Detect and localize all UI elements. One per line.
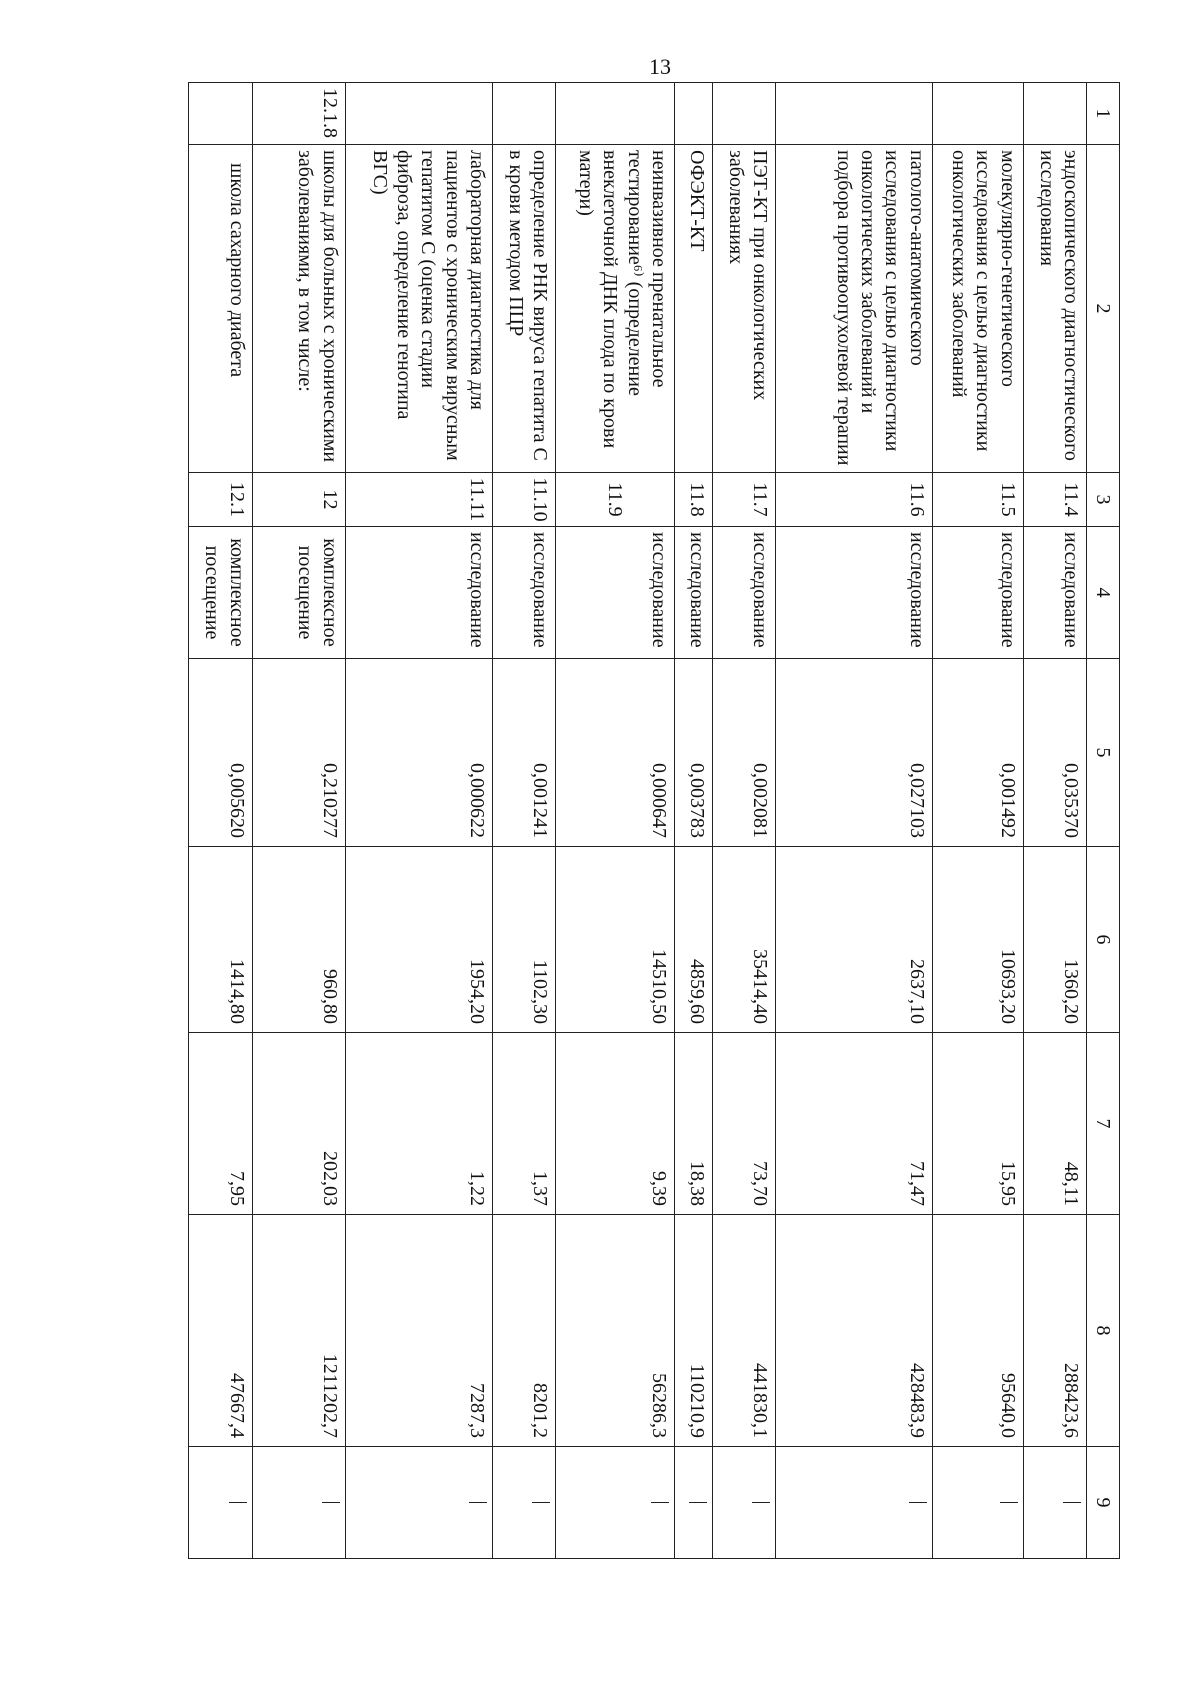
per-capita-cell: 71,47 [776, 1033, 933, 1215]
service-name-cell: эндоскопического диагностического исследования [1023, 145, 1086, 473]
row-number-cell: 11.9 [556, 473, 675, 527]
table-row [493, 83, 556, 1559]
service-name-cell: молекулярно-генетического исследования с целью диагностики онкологических заболеваний [932, 145, 1023, 473]
dash-mark [1063, 1502, 1081, 1504]
table-row [189, 83, 253, 1559]
volume-norm-cell: 0,027103 [776, 659, 933, 847]
unit-cell: исследование [493, 527, 556, 659]
col9-cell [493, 1447, 556, 1559]
header-cell: 2 [1087, 145, 1120, 473]
total-cost-cell: 288423,6 [1023, 1215, 1086, 1447]
section-code-cell [712, 83, 775, 145]
cost-per-unit-cell: 10693,20 [932, 847, 1023, 1033]
total-cost-cell: 441830,1 [712, 1215, 775, 1447]
unit-cell: исследование [675, 527, 713, 659]
table-row [712, 83, 775, 1559]
row-number-cell: 11.11 [345, 473, 492, 527]
row-number-cell: 12 [252, 473, 345, 527]
cost-per-unit-cell: 1414,80 [189, 847, 253, 1033]
cost-per-unit-cell: 1102,30 [493, 847, 556, 1033]
service-name-cell: определение РНК вируса гепатита С в крови методом ПЦР [493, 145, 556, 473]
col9-cell [932, 1447, 1023, 1559]
volume-norm-cell: 0,000622 [345, 659, 492, 847]
unit-cell: исследование [712, 527, 775, 659]
header-cell: 7 [1087, 1033, 1120, 1215]
unit-cell: исследование [556, 527, 675, 659]
service-name-cell: патолого-анатомического исследования с целью диагностики онкологических заболеваний и подбора противоопухолевой терапии [776, 145, 933, 473]
section-code-cell: 12.1.8 [252, 83, 345, 145]
dash-mark [651, 1502, 669, 1504]
section-code-cell [1023, 83, 1086, 145]
volume-norm-cell: 0,000647 [556, 659, 675, 847]
total-cost-cell: 110210,9 [675, 1215, 713, 1447]
row-number-cell: 11.10 [493, 473, 556, 527]
volume-norm-cell: 0,002081 [712, 659, 775, 847]
dash-mark [322, 1502, 340, 1504]
service-name-cell: школы для больных с хроническими заболеваниями, в том числе: [252, 145, 345, 473]
unit-cell: исследование [776, 527, 933, 659]
header-cell: 9 [1087, 1447, 1120, 1559]
section-code-cell [493, 83, 556, 145]
section-code-cell [189, 83, 253, 145]
section-code-cell [556, 83, 675, 145]
unit-cell: исследование [345, 527, 492, 659]
service-name-cell: неинвазивное пренатальное тестирование⁶⁾ (определение внеклеточной ДНК плода по крови матери) [556, 145, 675, 473]
unit-cell: исследование [932, 527, 1023, 659]
per-capita-cell: 1,22 [345, 1033, 492, 1215]
table-row [345, 83, 492, 1559]
section-code-cell [345, 83, 492, 145]
dash-mark [469, 1502, 487, 1504]
header-cell: 3 [1087, 473, 1120, 527]
header-cell: 4 [1087, 527, 1120, 659]
tariff-table [188, 82, 1120, 1559]
total-cost-cell: 95640,0 [932, 1215, 1023, 1447]
dash-mark [689, 1502, 707, 1504]
table-row [252, 83, 345, 1559]
col9-cell [556, 1447, 675, 1559]
col9-cell [1023, 1447, 1086, 1559]
volume-norm-cell: 0,210277 [252, 659, 345, 847]
header-cell: 8 [1087, 1215, 1120, 1447]
per-capita-cell: 9,39 [556, 1033, 675, 1215]
col9-cell [252, 1447, 345, 1559]
dash-mark [909, 1502, 927, 1504]
table-row [675, 83, 713, 1559]
service-name-cell: ОФЭКТ-КТ [675, 145, 713, 473]
row-number-cell: 11.5 [932, 473, 1023, 527]
dash-mark [1000, 1502, 1018, 1504]
per-capita-cell: 73,70 [712, 1033, 775, 1215]
per-capita-cell: 1,37 [493, 1033, 556, 1215]
section-code-cell [675, 83, 713, 145]
service-name-cell: школа сахарного диабета [189, 145, 253, 473]
cost-per-unit-cell: 4859,60 [675, 847, 713, 1033]
cost-per-unit-cell: 14510,50 [556, 847, 675, 1033]
service-name-cell: ПЭТ-КТ при онкологических заболеваниях [712, 145, 775, 473]
header-row [1087, 83, 1120, 1559]
section-code-cell [932, 83, 1023, 145]
total-cost-cell: 47667,4 [189, 1215, 253, 1447]
volume-norm-cell: 0,001241 [493, 659, 556, 847]
total-cost-cell: 8201,2 [493, 1215, 556, 1447]
cost-per-unit-cell: 35414,40 [712, 847, 775, 1033]
table-row [932, 83, 1023, 1559]
per-capita-cell: 202,03 [252, 1033, 345, 1215]
rotated-table-container [188, 82, 1120, 1558]
row-number-cell: 12.1 [189, 473, 253, 527]
col9-cell [776, 1447, 933, 1559]
total-cost-cell: 7287,3 [345, 1215, 492, 1447]
header-cell: 1 [1087, 83, 1120, 145]
volume-norm-cell: 0,035370 [1023, 659, 1086, 847]
row-number-cell: 11.4 [1023, 473, 1086, 527]
dash-mark [532, 1502, 550, 1504]
header-cell: 5 [1087, 659, 1120, 847]
col9-cell [675, 1447, 713, 1559]
volume-norm-cell: 0,003783 [675, 659, 713, 847]
total-cost-cell: 56286,3 [556, 1215, 675, 1447]
row-number-cell: 11.6 [776, 473, 933, 527]
col9-cell [345, 1447, 492, 1559]
per-capita-cell: 18,38 [675, 1033, 713, 1215]
dash-mark [229, 1502, 247, 1504]
volume-norm-cell: 0,005620 [189, 659, 253, 847]
unit-cell: исследование [1023, 527, 1086, 659]
dash-mark [752, 1502, 770, 1504]
header-cell: 6 [1087, 847, 1120, 1033]
unit-cell: комплексное посещение [189, 527, 253, 659]
col9-cell [189, 1447, 253, 1559]
total-cost-cell: 1211202,7 [252, 1215, 345, 1447]
unit-cell: комплексное посещение [252, 527, 345, 659]
col9-cell [712, 1447, 775, 1559]
service-name-cell: лабораторная диагностика для пациентов с хроническим вирусным гепатитом С (оценка стадии фиброза, определение генотипа ВГС) [345, 145, 492, 473]
total-cost-cell: 428483,9 [776, 1215, 933, 1447]
table-row [1023, 83, 1086, 1559]
section-code-cell [776, 83, 933, 145]
cost-per-unit-cell: 1954,20 [345, 847, 492, 1033]
row-number-cell: 11.7 [712, 473, 775, 527]
table-row [776, 83, 933, 1559]
table-row [556, 83, 675, 1559]
volume-norm-cell: 0,001492 [932, 659, 1023, 847]
cost-per-unit-cell: 2637,10 [776, 847, 933, 1033]
per-capita-cell: 15,95 [932, 1033, 1023, 1215]
page-number: 13 [649, 54, 671, 79]
cost-per-unit-cell: 960,80 [252, 847, 345, 1033]
per-capita-cell: 7,95 [189, 1033, 253, 1215]
row-number-cell: 11.8 [675, 473, 713, 527]
cost-per-unit-cell: 1360,20 [1023, 847, 1086, 1033]
per-capita-cell: 48,11 [1023, 1033, 1086, 1215]
